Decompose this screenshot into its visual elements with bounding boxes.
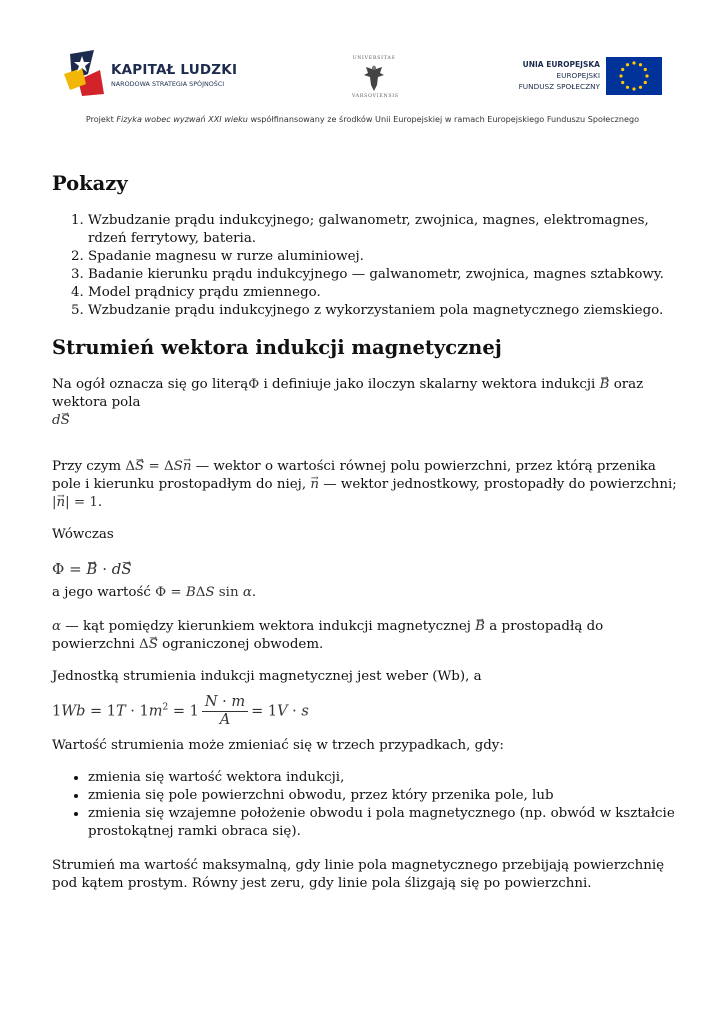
list-item: • zmienia się pole powierzchni obwodu, przez który przenika pole, lub: [88, 787, 677, 805]
formula-delta-s-vector: Δ→ S = ΔS→ n: [125, 459, 191, 474]
list-item: • zmienia się wzajemne położenie obwodu i pola magnetycznego (np. obwód w kształcie prostokątnej ramki obraca się).: [88, 805, 677, 841]
project-funding-line: [0, 114, 725, 124]
text-run: a prostopadłą do powierzchni: [52, 619, 604, 652]
text-run: ograniczonej obwodem.: [157, 637, 324, 652]
eu-title: UNIA EUROPEJSKA: [522, 60, 600, 69]
formula-delta-s: Δ→ S: [139, 637, 158, 652]
list-item: 3. Badanie kierunku prądu indukcyjnego — galwanometr, zwojnica, magnes sztabkowy.: [88, 266, 677, 284]
formula-phi: Φ: [248, 377, 260, 392]
formula-vector-n: → n: [310, 477, 319, 492]
header: [0, 0, 725, 140]
eu-line3: FUNDUSZ SPOŁECZNY: [518, 82, 600, 91]
text-run: i definiuje jako iloczyn skalarny wektora indukcji: [259, 377, 600, 392]
main-content: [52, 170, 677, 893]
list-item: 2. Spadanie magnesu w rurze aluminiowej.: [88, 248, 677, 266]
demonstrations-list: [52, 212, 677, 320]
kapital-ludzki-title: KAPITAŁ LUDZKI: [111, 62, 238, 78]
text-run: .: [251, 585, 257, 600]
list-item: 1. Wzbudzanie prądu indukcyjnego; galwanometr, zwojnica, magnes, elektromagnes, rdzeń ferrytowy, bateria.: [88, 212, 677, 248]
text-run: — kąt pomiędzy kierunkiem wektora indukcji magnetycznej: [61, 619, 476, 634]
formula-vector-ds: d→ S: [52, 413, 70, 428]
paragraph-weber: Jednostką strumienia indukcji magnetycznej jest weber (Wb), a: [52, 669, 482, 684]
text-run: — wektor jednostkowy, prostopadły do powierzchni;: [318, 477, 677, 492]
fraction: $\frac{N \cdot m}{A}$: [202, 694, 248, 729]
formula-unit-norm: |→ n| = 1: [52, 495, 98, 510]
paragraph-alpha: [52, 618, 677, 654]
list-item: • zmienia się wartość wektora indukcji,: [88, 769, 677, 787]
section-title-flux: Strumień wektora indukcji magnetycznej: [52, 336, 502, 359]
formula-vector-b: → B: [600, 377, 610, 392]
formula-flux-value: Φ = BΔS sin α: [155, 585, 252, 600]
university-of-warsaw-logo: [352, 56, 399, 100]
eu-line2: EUROPEJSKI: [556, 71, 600, 80]
paragraph-changes: Wartość strumienia może zmieniać się w trzech przypadkach, gdy:: [52, 738, 504, 753]
text-run: .: [97, 495, 103, 510]
eu-flag-icon: [606, 57, 662, 95]
formula-weber-units: $1Wb = 1T \cdot 1m^2 = 1$ $\frac{N \cdot m}{A}$ = 1V · s: [52, 694, 309, 728]
project-suffix: współfinansowany ze środków Unii Europejskiej w ramach Europejskiego Funduszu Społecznego: [247, 114, 640, 124]
text-run: oraz wektora pola: [52, 377, 644, 410]
text-run: Na ogół oznacza się go literą: [52, 377, 249, 392]
kapital-ludzki-logo: [64, 50, 244, 96]
project-title: Fizyka wobec wyzwań XXI wieku: [116, 114, 248, 124]
list-item: 5. Wzbudzanie prądu indukcyjnego z wykorzystaniem pola magnetycznego ziemskiego.: [88, 302, 677, 320]
project-prefix: Projekt: [85, 114, 117, 124]
formula-vector-b: → B: [475, 619, 485, 634]
eu-text-block: [519, 59, 600, 92]
formula-alpha: α: [52, 619, 62, 634]
uw-top-text: UNIVERSITAS: [352, 56, 396, 61]
eagle-emblem-icon: [362, 63, 386, 93]
uw-bottom-text: VARSOVIENSIS: [352, 94, 399, 99]
european-union-logo: [504, 57, 662, 97]
paragraph-wowczas: Wówczas: [52, 527, 114, 542]
kapital-ludzki-flag-icon: [64, 50, 108, 96]
text-run: — wektor o wartości równej polu powierzchni, przez którą przenika pole i kierunku prostopadłym do niej,: [52, 459, 656, 492]
text-run: a jego wartość: [52, 585, 156, 600]
change-cases-list: [52, 769, 677, 841]
list-item: 4. Model prądnicy prądu zmiennego.: [88, 284, 677, 302]
paragraph-value: [52, 584, 677, 602]
text-run: Przy czym: [52, 459, 126, 474]
formula-flux-definition: Φ = → B · d→ S: [52, 560, 677, 578]
paragraph-definition: [52, 376, 677, 430]
paragraph-delta-s: [52, 458, 677, 512]
section-title-pokazy: Pokazy: [52, 172, 128, 195]
kapital-ludzki-subtitle: NARODOWA STRATEGIA SPÓJNOŚCI: [111, 80, 225, 88]
paragraph-maximum: Strumień ma wartość maksymalną, gdy linie pola magnetycznego przebijają powierzchnię pod kątem prostym. Równy jest zeru, gdy linie pola ślizgają się po powierzchni.: [52, 858, 665, 891]
